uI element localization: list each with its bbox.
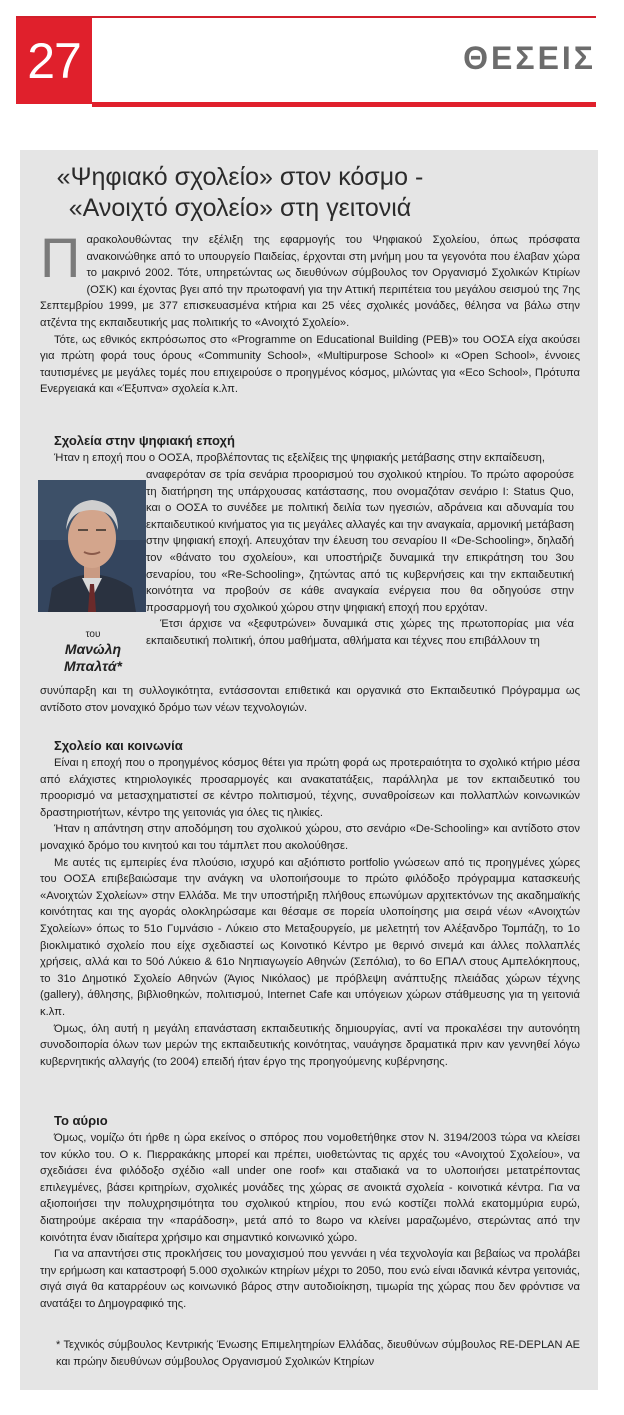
section-society-paragraph-4: Όμως, όλη αυτή η μεγάλη επανάσταση εκπαιδευτικής δημιουργίας, αντί να προκαλέσει την αυτονόητη συνοδοιπορία όλων των μερών της εκπαιδευτικής κοινότητας, ναυάγησε δραματικά πριν καν γεννηθεί λόγω κυβερνητικής αλλαγής (το 2004) επειδή ήταν έργο της προηγούμενης κυβέρνησης. <box>40 1022 580 1068</box>
intro-paragraph-2: Τότε, ως εθνικός εκπρόσωπος στο «Programme on Educational Building (PEB)» του ΟΟΣΑ είχα ακούσει για πρώτη φορά τους όρους «Community School», «Multipurpose School» κι «Open School», έννοιες ταυτισμένες με μεγάλες τομές που επιχειρούσε ο προηγμένος κόσμος, μιλώντας για «Eco School», Πρότυπα Ενεργειακά και «Έξυπνα» σχολεία κ.λπ. <box>40 333 580 396</box>
section-society-paragraph-2: Ήταν η απάντηση στην αποδόμηση του σχολικού χώρου, στο σενάριο «De-Schooling» και αντίδοτο στον μοναχικό δρόμο του κινητού και του τάμπλετ που ακολούθησε. <box>40 823 580 852</box>
section-digital-column <box>146 467 574 650</box>
article-title <box>20 162 460 224</box>
section-digital-paragraph-2b: συνύπαρξη και τη συλλογικότητα, εντάσσονται επιθετικά και οργανικά στο Εκπαιδευτικό Πρόγραμμα ως αντίδοτο στον μοναχικό δρόμο των νέων τεχνολογιών. <box>40 685 580 714</box>
section-digital-tail <box>40 683 580 716</box>
author-footnote: * Τεχνικός σύμβουλος Κεντρικής Ένωσης Επιμελητηρίων Ελλάδας, διευθύνων σύμβουλος RE-DEPLAN AE και πρώην διευθύνων σύμβουλος Οργανισμού Σχολικών Κτηρίων <box>56 1339 580 1368</box>
section-tomorrow <box>40 1112 580 1313</box>
subheading-tomorrow: Το αύριο <box>54 1113 108 1128</box>
section-digital-paragraph-2a: Έτσι άρχισε να «ξεφυτρώνει» δυναμικά στις χώρες της πρωτοπορίας μια νέα εκπαιδευτική πολιτική, όπου μαθήματα, αθλήματα και τέχνες που επιβάλλουν τη <box>146 618 574 647</box>
section-society-paragraph-3: Με αυτές τις εμπειρίες ένα πλούσιο, ισχυρό και αξιόπιστο portfolio γνώσεων από τις προηγμένες χώρες του ΟΟΣΑ επιβεβαιώσαμε την ανάγκη να υλοποιήσουμε το πρώτο φιλόδοξο πρόγραμμα κατασκευής «Ανοιχτών Σχολείων» στην Ελλάδα. Με την υποστήριξη πλήθους επωνύμων αρχιτεκτόνων της ακαδημαϊκής κοινότητας και της αγοράς ολοκληρώσαμε και θέσαμε σε πορεία υλοποίησης μια σειρά νέων «Ανοιχτών Σχολείων» όπως το 51ο Γυμνάσιο - Λύκειο στο Μεταξουργείο, με μελετητή τον Αλέξανδρο Τομπάζη, το 1ο βιοκλιματικό σχολείο που είχε σχεδιαστεί ως Κοινοτικό Κέντρο με θερινό σινεμά και άλλες πολλαπλές χρήσεις, αλλά και το 50ό Λύκειο & 61ο Νηπιαγωγείο Αθηνών (Σεπόλια), το 6ο ΕΠΑΛ στους Αμπελόκηπους, το 31ο Δημοτικό Σχολείο Αθηνών (Άγιος Νικόλαος) με πρόβλεψη ανάπτυξης πλειάδας χώρων τέχνης (gallery), άθλησης, βιβλιοθηκών, πολιτισμού, Internet Cafe και υπόγειων χώρων στάθμευσης για τη γειτονιά κ.λπ. <box>40 856 580 1018</box>
portrait-image <box>38 480 146 612</box>
intro-block <box>40 226 580 398</box>
section-digital-first-line: Ήταν η εποχή που ο ΟΟΣΑ, προβλέποντας τις εξελίξεις της ψηφιακής μετάβασης στην εκπαίδευση, <box>54 452 545 464</box>
author-name-last: Μπαλτά* <box>64 658 122 674</box>
section-society <box>40 737 580 1070</box>
page-number: 27 <box>16 18 92 104</box>
section-tomorrow-paragraph-2: Για να απαντήσει στις προκλήσεις του μοναχισμού που γεννάει η νέα τεχνολογία και βεβαίως να προλάβει την ερήμωση και καταστροφή 5.000 σχολικών κτηρίων μέχρι το 2050, που ενώ είναι ιδανικά κέντρα γειτονιάς, σιγά σιγά θα καταρρέουν ως κοινωνικό βάρος στην αυτοδιοίκηση, τιμωρία της χώρας που δεν φρόντισε να ανατάξει το Δημογραφικό της. <box>40 1248 580 1310</box>
drop-cap: Π <box>40 226 81 289</box>
section-society-paragraph-1: Είναι η εποχή που ο προηγμένος κόσμος θέτει για πρώτη φορά ως προτεραιότητα το σχολικό κτήριο μέσα από ελάχιστες κτηριολογικές προσαρμογές και ανακατατάξεις, παράλληλα με τον εκπαιδευτικό του προορισμό να μετασχηματιστεί σε κέντρο πολιτισμού, τέχνης, συναθροίσεων και πολλαπλών κοινωνικών δραστηριοτήτων, κέντρο της γειτονιάς για όλες τις ηλικίες. <box>40 757 580 819</box>
section-tomorrow-paragraph-1: Όμως, νομίζω ότι ήρθε η ώρα εκείνος ο σπόρος που νομοθετήθηκε στον Ν. 3194/2003 τώρα να κλείσει τον κύκλο του. Ο κ. Πιερρακάκης μπορεί και πρέπει, υιοθετώντας τις αρχές του «Ανοιχτού Σχολείου», να σχεδιάσει ένα φιλόδοξο σχέδιο «all under one roof» και σταδιακά να το υλοποιήσει μετατρέποντας επιλεγμένες, βάσει κριτηρίων, σχολικές μονάδες της χώρας σε ανοικτά σχολεία - κοινοτικά κέντρα. Για να αξιοποιήσει την πολυχρησιμότητα του σχολικού κτηρίου, που ενώ κοστίζει πολλά εκατομμύρια ευρώ, διατηρούμε ακέραια την «παράδοση», μετά από το 8ωρο να κλείνει μαραζωμένο, στερώντας από την κοινότητα έναν ιδιαίτερα χρήσιμο και σημαντικό κοινωνικό χώρο. <box>40 1132 580 1244</box>
author-byline <box>38 628 148 675</box>
section-digital-paragraph-1: αναφερόταν σε τρία σενάρια προορισμού του σχολικού κτηρίου. Το πρώτο αφορούσε τη διατήρηση της υπάρχουσας κατάστασης, που ονομαζόταν σενάριο Ι: Status Quo, και ο ΟΟΣΑ το συνέδεε με πολιτική δειλία των ηγεσιών, αδράνεια και αδυναμία του εκπαιδευτικού κινήματος για τις μεγάλες αλλαγές και την αναγκαία, αρμονική μετάβαση στην ψηφιακή εποχή. Απευχόταν την έλευση του σεναρίου ΙΙ «De-Schooling», δηλαδή τον «θάνατο του σχολείου», και υποστήριζε δυναμικά την επικράτηση του 3ου σεναρίου, του «Re-Schooling», ζητώντας από τις κυβερνήσεις και την εκπαιδευτική κοινότητα να προβούν σε κάθε αναγκαία ενέργεια που θα οδηγούσε στην προσαρμογή του σχολικού χώρου στην ψηφιακή εποχή που ερχόταν. <box>146 469 574 614</box>
author-name-first: Μανώλη <box>64 641 122 657</box>
header-rule <box>92 102 596 107</box>
top-rule <box>16 16 596 18</box>
title-line-2: «Ανοιχτό σχολείο» στη γειτονιά <box>68 194 412 222</box>
intro-paragraph-1: Παρακολουθώντας την εξέλιξη της εφαρμογής του Ψηφιακού Σχολείου, όπως πρόσφατα ανακοινώθηκε από το υπουργείο Παιδείας, έρχονται στη μνήμη μου τα γεγονότα που έλαβαν χώρα το μακρινό 2002. Τότε, υπηρετώντας ως διευθύνων σύμβουλος τον Οργανισμό Σχολικών Κτιρίων (ΟΣΚ) και έχοντας βγει από την πρωτοφανή για την Αττική περιπέτεια του μεγάλου σεισμού της 7ης Σεπτεμβρίου 1999, με 377 επισκευασμένα κτήρια και 25 νέες σχολικές μονάδες, θέλησα να βάλω στην ατζέντα της εκπαιδευτικής μας πολιτικής το «Ανοιχτό Σχολείο». <box>40 226 580 329</box>
subheading-digital-school: Σχολεία στην ψηφιακή εποχή <box>54 433 235 448</box>
author-portrait <box>38 480 146 612</box>
title-line-1: «Ψηφιακό σχολείο» στον κόσμο - <box>56 163 424 191</box>
section-digital-head <box>40 432 580 467</box>
subheading-school-society: Σχολείο και κοινωνία <box>54 738 183 753</box>
byline-prefix: του <box>85 629 101 640</box>
section-label: ΘΕΣΕΙΣ <box>463 40 596 76</box>
article-panel <box>20 150 598 1390</box>
